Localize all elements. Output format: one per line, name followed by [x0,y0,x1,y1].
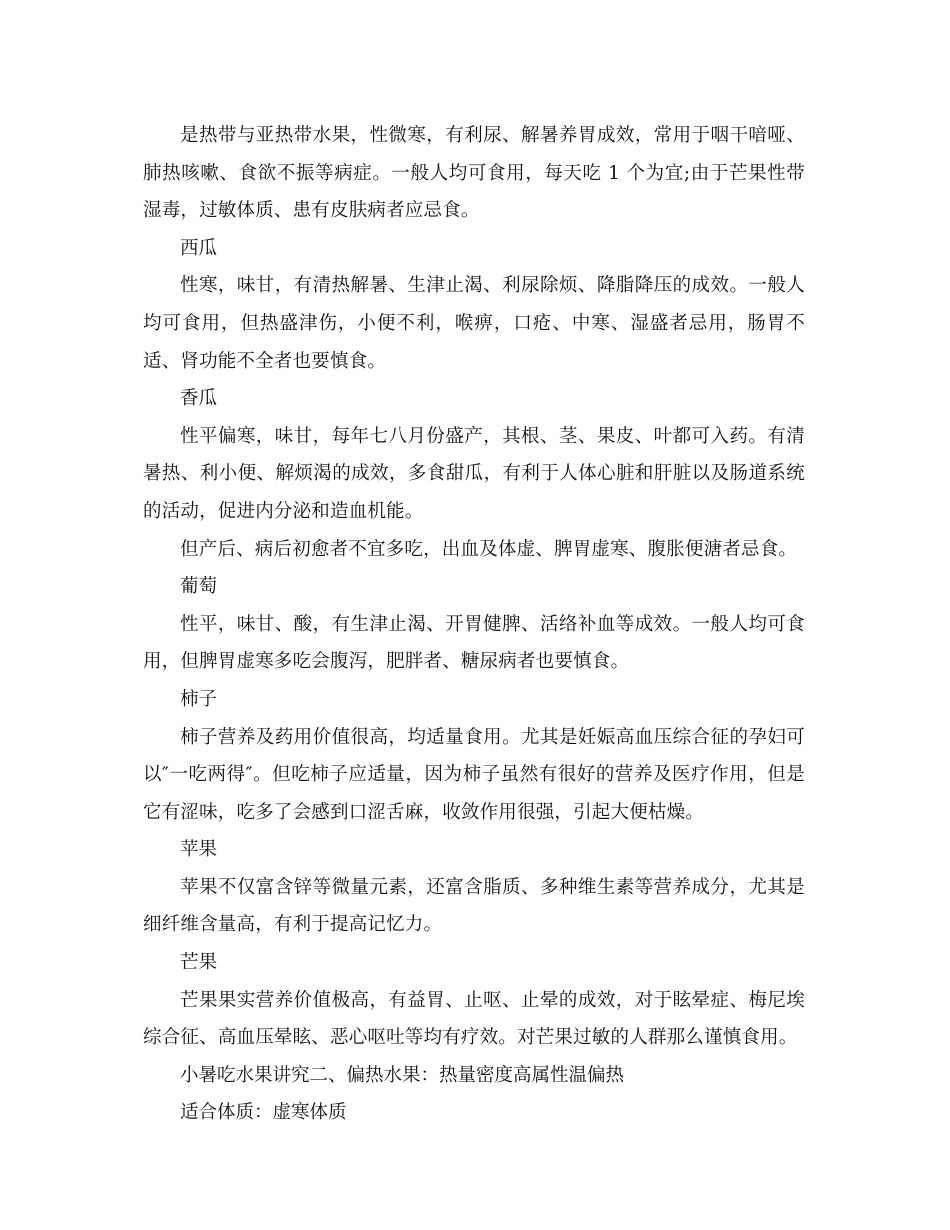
paragraph-muskmelon-caution: 但产后、病后初愈者不宜多吃，出血及体虚、脾胃虚寒、腹胀便溏者忌食。 [180,538,798,560]
paragraph-muskmelon: 性平偏寒，味甘，每年七八月份盛产，其根、茎、果皮、叶都可入药。有清暑热、利小便、解烦渴的成效，多食甜瓜，有利于人体心脏和肝脏以及肠道系统的活动，促进内分泌和造血机能。 [143,425,805,522]
paragraph-grape: 性平，味甘、酸，有生津止渴、开胃健脾、活络补血等成效。一般人均可食用，但脾胃虚寒多吃会腹泻，肥胖者、糖尿病者也要慎食。 [143,613,805,673]
suitable-constitution: 适合体质：虚寒体质 [180,1102,347,1124]
heading-grape: 葡萄 [180,576,218,598]
heading-muskmelon: 香瓜 [180,388,218,410]
heading-mango: 芒果 [180,952,218,974]
paragraph-mango: 芒果果实营养价值极高，有益胃、止呕、止晕的成效，对于眩晕症、梅尼埃综合征、高血压晕眩、恶心呕吐等均有疗效。对芒果过敏的人群那么谨慎食用。 [143,989,805,1049]
paragraph-persimmon: 柿子营养及药用价值很高，均适量食用。尤其是妊娠高血压综合征的孕妇可以″一吃两得″。但吃柿子应适量，因为柿子虽然有很好的营养及医疗作用，但是它有涩味，吃多了会感到口涩舌麻，收敛作用很强，引起大便枯燥。 [143,726,805,823]
heading-apple: 苹果 [180,839,218,861]
paragraph-watermelon: 性寒，味甘，有清热解暑、生津止渴、利尿除烦、降脂降压的成效。一般人均可食用，但热盛津伤，小便不利，喉痹，口疮、中寒、湿盛者忌用，肠胃不适、肾功能不全者也要慎食。 [143,275,805,372]
document-page [143,117,805,1132]
heading-persimmon: 柿子 [180,688,218,710]
paragraph-mango-intro: 是热带与亚热带水果，性微寒，有利尿、解暑养胃成效，常用于咽干喑哑、肺热咳嗽、食欲不振等病症。一般人均可食用，每天吃 1 个为宜;由于芒果性带湿毒，过敏体质、患有皮肤病者应忌食。 [143,125,805,222]
heading-watermelon: 西瓜 [180,237,218,259]
paragraph-apple: 苹果不仅富含锌等微量元素，还富含脂质、多种维生素等营养成分，尤其是细纤维含量高，有利于提高记忆力。 [143,876,805,936]
section-heading-warm-fruits: 小暑吃水果讲究二、偏热水果：热量密度高属性温偏热 [180,1064,625,1086]
